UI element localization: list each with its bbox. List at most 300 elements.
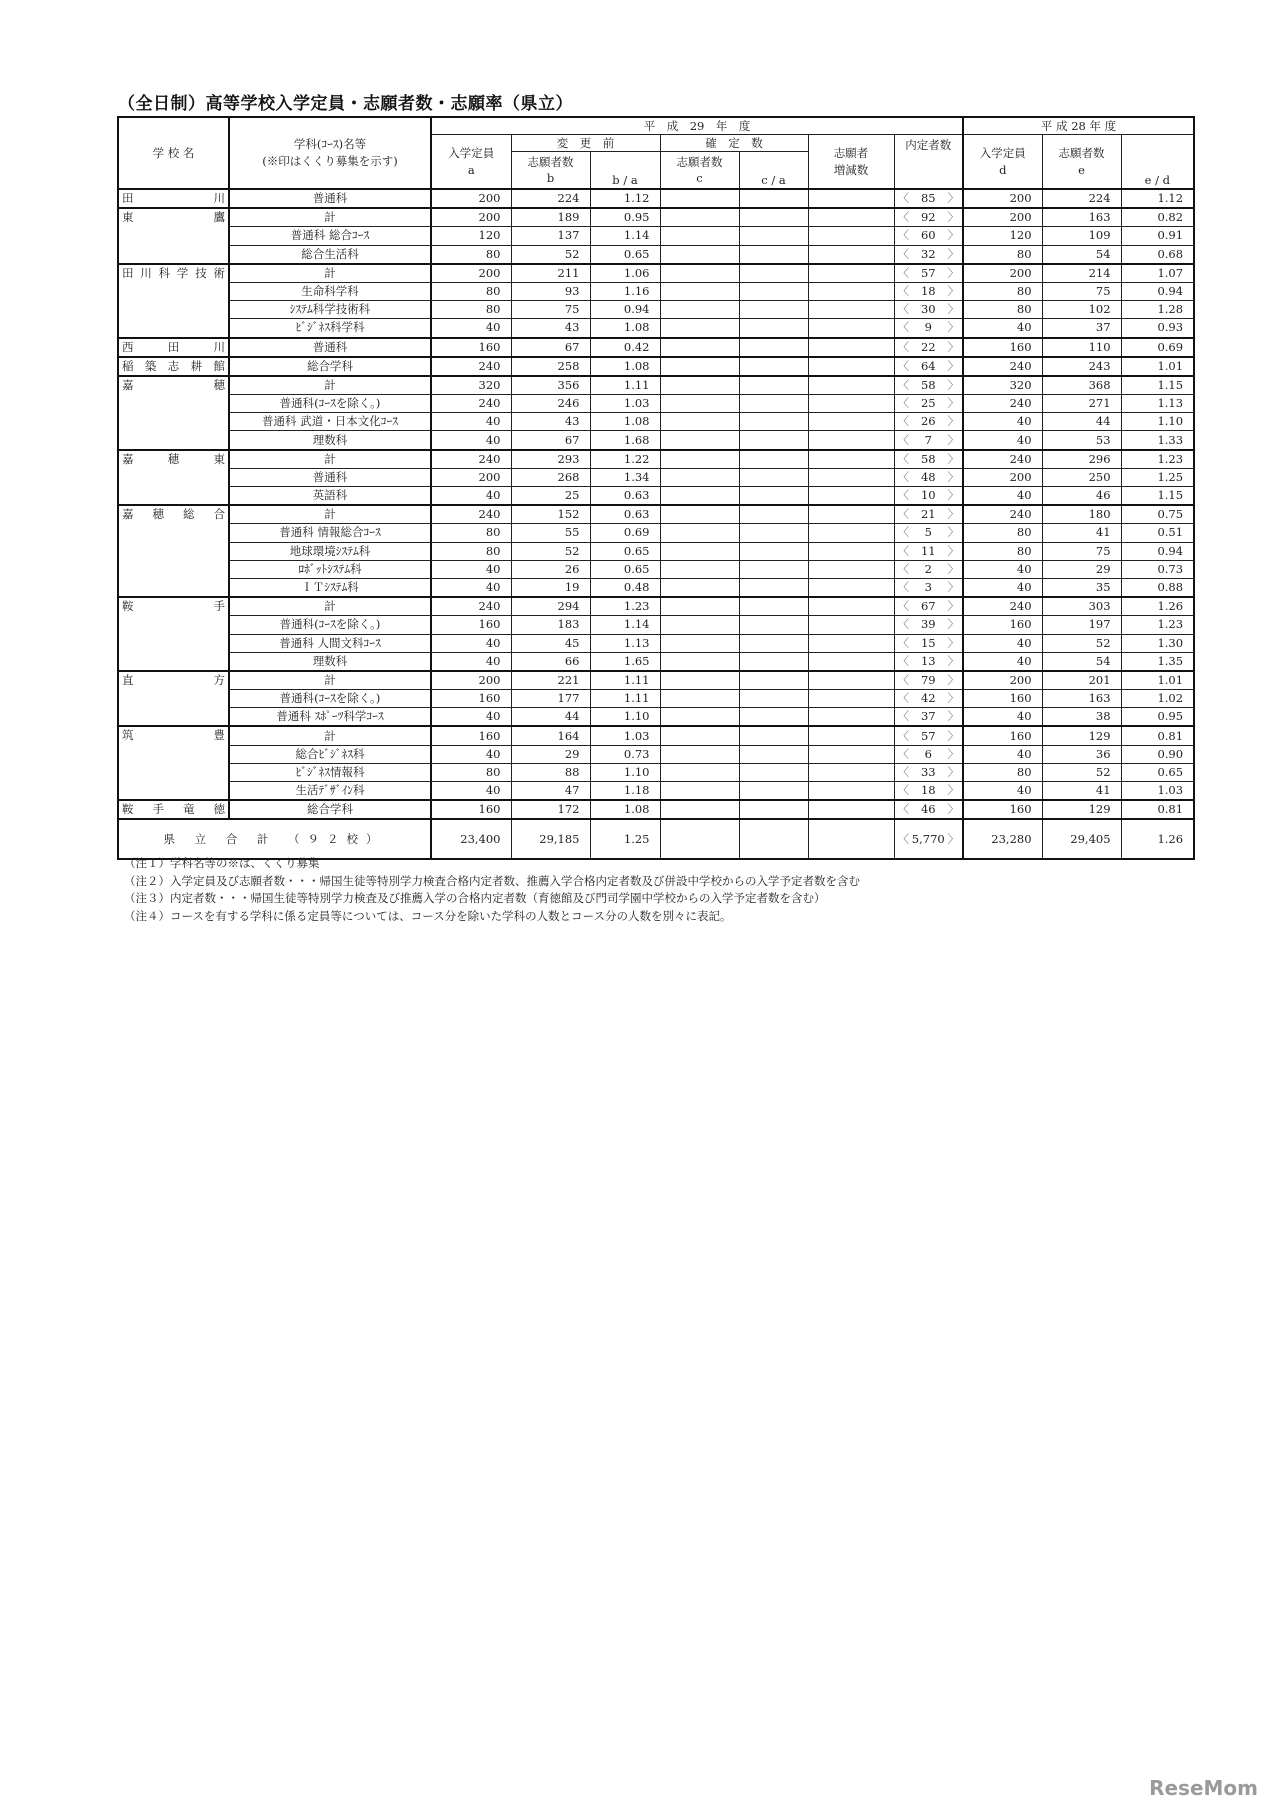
applicants-b: 268 [511,468,590,486]
ratio-ca [739,726,808,745]
table-row [118,560,1194,578]
capacity-d: 240 [963,597,1042,616]
naitei-cell [894,395,963,413]
applicants-change [808,690,894,708]
naitei-value: 2 [924,561,932,576]
ratio-ed: 0.51 [1121,524,1194,542]
ratio-ba: 1.23 [590,597,660,616]
bracket-right-icon: 〉 [947,635,960,650]
applicants-b: 43 [511,413,590,431]
ratio-ed: 1.13 [1121,395,1194,413]
dept-name: 普通科(ｺｰｽを除く。) [229,395,431,413]
applicants-change [808,357,894,376]
header-change-label: 志願者 [833,145,869,160]
ratio-ed: 0.88 [1121,578,1194,597]
ratio-ed: 1.25 [1121,468,1194,486]
enrollment-table [117,116,1195,860]
ratio-ca [739,413,808,431]
naitei-value: 6 [924,746,932,761]
applicants-change [808,468,894,486]
header-change [808,135,894,190]
ratio-ed: 0.93 [1121,319,1194,338]
ratio-ca [739,245,808,264]
applicants-b: 52 [511,245,590,264]
dept-name: 普通科 ｽﾎﾟｰﾂ科学ｺｰｽ [229,708,431,727]
bracket-right-icon: 〉 [947,414,960,429]
capacity-a: 80 [431,524,511,542]
header-d: d [999,162,1007,177]
naitei-value: 15 [920,635,936,650]
ratio-ba: 1.65 [590,652,660,671]
table-row [118,505,1194,524]
total-applicants-c [660,819,739,859]
applicants-c [660,800,739,819]
naitei-cell [894,708,963,727]
ratio-ba: 1.11 [590,376,660,395]
table-row [118,800,1194,819]
capacity-a: 240 [431,450,511,469]
total-row [118,819,1194,859]
bracket-right-icon: 〉 [947,783,960,798]
bracket-right-icon: 〉 [947,672,960,687]
applicants-c [660,690,739,708]
header-dept-note: (※印はくくり募集を示す) [262,154,398,168]
applicants-change [808,726,894,745]
ratio-ba: 1.11 [590,671,660,690]
header-applicants-label: 志願者数 [1058,145,1105,160]
bracket-left-icon: 〈 [897,746,909,761]
naitei-cell [894,189,963,208]
ratio-ed: 1.15 [1121,376,1194,395]
bracket-right-icon: 〉 [947,265,960,280]
school-name: 嘉穂総合 [118,505,229,597]
naitei-cell [894,671,963,690]
capacity-a: 40 [431,652,511,671]
ratio-ba: 1.13 [590,634,660,652]
ratio-ed: 0.81 [1121,726,1194,745]
header-school: 学 校 名 [118,117,229,189]
capacity-d: 200 [963,671,1042,690]
ratio-ed: 0.90 [1121,745,1194,763]
bracket-left-icon: 〈 [897,358,909,373]
applicants-c [660,450,739,469]
ratio-ba: 1.08 [590,800,660,819]
naitei-value: 58 [920,377,936,392]
school-name: 田 川 [118,189,229,208]
table-row [118,338,1194,357]
dept-name: 理数科 [229,652,431,671]
bracket-right-icon: 〉 [947,580,960,595]
header-capacity-d [963,135,1042,190]
naitei-cell [894,597,963,616]
applicants-change [808,782,894,801]
applicants-change [808,208,894,227]
table-row [118,227,1194,245]
applicants-e: 243 [1042,357,1121,376]
naitei-cell [894,616,963,634]
applicants-e: 38 [1042,708,1121,727]
bracket-right-icon: 〉 [947,228,960,243]
table-row [118,264,1194,283]
naitei-cell [894,227,963,245]
capacity-d: 240 [963,395,1042,413]
applicants-b: 356 [511,376,590,395]
page-title: （全日制）高等学校入学定員・志願者数・志願率（県立） [118,94,573,114]
dept-name: 計 [229,376,431,395]
ratio-ba: 1.08 [590,413,660,431]
capacity-d: 80 [963,542,1042,560]
bracket-left-icon: 〈 [897,469,909,484]
capacity-a: 40 [431,708,511,727]
applicants-b: 66 [511,652,590,671]
applicants-e: 75 [1042,542,1121,560]
applicants-change [808,652,894,671]
capacity-d: 40 [963,782,1042,801]
dept-name: 計 [229,264,431,283]
capacity-a: 40 [431,634,511,652]
applicants-c [660,338,739,357]
dept-name: 英語科 [229,487,431,506]
capacity-d: 40 [963,319,1042,338]
dept-name: 普通科 総合ｺｰｽ [229,227,431,245]
ratio-ba: 0.42 [590,338,660,357]
ratio-ba: 1.03 [590,726,660,745]
bracket-left-icon: 〈 [897,320,909,335]
ratio-ca [739,264,808,283]
ratio-ca [739,357,808,376]
ratio-ca [739,782,808,801]
ratio-ba: 1.08 [590,319,660,338]
bracket-right-icon: 〉 [947,488,960,503]
ratio-ed: 0.81 [1121,800,1194,819]
applicants-b: 67 [511,431,590,450]
capacity-d: 80 [963,282,1042,300]
ratio-ca [739,468,808,486]
applicants-e: 29 [1042,560,1121,578]
ratio-ca [739,745,808,763]
applicants-change [808,487,894,506]
capacity-d: 240 [963,505,1042,524]
applicants-c [660,227,739,245]
ratio-ba: 1.11 [590,690,660,708]
applicants-c [660,319,739,338]
bracket-left-icon: 〈 [897,543,909,558]
ratio-ed: 0.91 [1121,227,1194,245]
capacity-a: 160 [431,726,511,745]
bracket-right-icon: 〉 [947,469,960,484]
bracket-left-icon: 〈 [897,414,909,429]
applicants-change [808,395,894,413]
naitei-value: 37 [920,709,936,724]
applicants-c [660,395,739,413]
ratio-ed: 0.82 [1121,208,1194,227]
capacity-d: 40 [963,634,1042,652]
bracket-left-icon: 〈 [897,284,909,299]
applicants-c [660,301,739,319]
ratio-ba: 1.06 [590,264,660,283]
naitei-value: 57 [920,265,936,280]
ratio-ba: 1.10 [590,708,660,727]
ratio-ca [739,597,808,616]
ratio-ed: 1.10 [1121,413,1194,431]
naitei-cell [894,763,963,781]
applicants-c [660,708,739,727]
applicants-c [660,357,739,376]
applicants-c [660,376,739,395]
dept-name: ＩＴｼｽﾃﾑ科 [229,578,431,597]
ratio-ba: 1.12 [590,189,660,208]
applicants-e: 109 [1042,227,1121,245]
bracket-right-icon: 〉 [947,617,960,632]
naitei-value: 11 [920,543,936,558]
capacity-a: 80 [431,763,511,781]
capacity-d: 200 [963,468,1042,486]
dept-name: 生命科学科 [229,282,431,300]
capacity-a: 80 [431,301,511,319]
dept-name: 普通科 情報総合ｺｰｽ [229,524,431,542]
applicants-b: 172 [511,800,590,819]
school-name: 西田川 [118,338,229,357]
applicants-b: 224 [511,189,590,208]
applicants-c [660,468,739,486]
bracket-left-icon: 〈 [897,672,909,687]
ratio-ca [739,708,808,727]
applicants-c [660,745,739,763]
applicants-b: 293 [511,450,590,469]
naitei-value: 48 [920,469,936,484]
ratio-ca [739,800,808,819]
naitei-value: 5 [924,525,932,540]
naitei-cell [894,726,963,745]
capacity-a: 40 [431,487,511,506]
bracket-right-icon: 〉 [947,599,960,614]
applicants-e: 129 [1042,800,1121,819]
ratio-ba: 1.68 [590,431,660,450]
capacity-d: 120 [963,227,1042,245]
dept-name: 普通科(ｺｰｽを除く。) [229,616,431,634]
note-2: （注２）入学定員及び志願者数・・・帰国生徒等特別学力検査合格内定者数、推薦入学合格内定者数及び併設中学校からの入学予定者数を含む [124,873,860,888]
naitei-cell [894,245,963,264]
bracket-left-icon: 〈 [897,191,909,206]
naitei-value: 25 [920,396,936,411]
bracket-right-icon: 〉 [947,802,960,817]
notes [124,855,860,925]
naitei-cell [894,450,963,469]
ratio-ed: 0.65 [1121,763,1194,781]
bracket-right-icon: 〉 [947,191,960,206]
capacity-a: 160 [431,338,511,357]
ratio-ed: 0.68 [1121,245,1194,264]
applicants-e: 110 [1042,338,1121,357]
applicants-e: 296 [1042,450,1121,469]
ratio-ed: 1.30 [1121,634,1194,652]
capacity-a: 120 [431,227,511,245]
applicants-b: 26 [511,560,590,578]
applicants-change [808,505,894,524]
dept-name: ﾛﾎﾞｯﾄｼｽﾃﾑ科 [229,560,431,578]
applicants-b: 93 [511,282,590,300]
header-capacity-label: 入学定員 [448,145,495,160]
note-3: （注３）内定者数・・・帰国生徒等特別学力検査及び推薦入学の合格内定者数（育徳館及び門司学園中学校からの入学予定者数を含む） [124,891,826,905]
bracket-right-icon: 〉 [947,764,960,779]
capacity-a: 80 [431,542,511,560]
applicants-c [660,189,739,208]
school-name: 稲築志耕館 [118,357,229,376]
ratio-ba: 1.14 [590,616,660,634]
bracket-left-icon: 〈 [897,831,909,846]
naitei-cell [894,819,963,859]
bracket-left-icon: 〈 [897,265,909,280]
table-row [118,726,1194,745]
capacity-a: 40 [431,431,511,450]
bracket-right-icon: 〉 [947,339,960,354]
ratio-ed: 0.75 [1121,505,1194,524]
naitei-value: 7 [924,432,932,447]
ratio-ed: 1.01 [1121,357,1194,376]
naitei-cell [894,431,963,450]
bracket-right-icon: 〉 [947,396,960,411]
applicants-c [660,487,739,506]
ratio-ed: 1.35 [1121,652,1194,671]
bracket-right-icon: 〉 [947,507,960,522]
naitei-cell [894,376,963,395]
dept-name: 普通科 [229,468,431,486]
bracket-left-icon: 〈 [897,451,909,466]
applicants-b: 29 [511,745,590,763]
naitei-cell [894,652,963,671]
ratio-ed: 1.02 [1121,690,1194,708]
applicants-c [660,634,739,652]
table-row [118,282,1194,300]
bracket-right-icon: 〉 [947,525,960,540]
ratio-ca [739,450,808,469]
total-ratio-ed: 1.26 [1121,819,1194,859]
total-ratio-ca [739,819,808,859]
total-label: 県 立 合 計 （９２校） [118,819,431,859]
bracket-left-icon: 〈 [897,728,909,743]
applicants-c [660,616,739,634]
naitei-cell [894,319,963,338]
capacity-a: 160 [431,800,511,819]
bracket-left-icon: 〈 [897,653,909,668]
table-row [118,431,1194,450]
ratio-ed: 1.26 [1121,597,1194,616]
applicants-change [808,671,894,690]
applicants-b: 177 [511,690,590,708]
ratio-ba: 0.94 [590,301,660,319]
naitei-cell [894,505,963,524]
applicants-e: 52 [1042,763,1121,781]
dept-name: 普通科(ｺｰｽを除く。) [229,690,431,708]
applicants-c [660,208,739,227]
capacity-a: 200 [431,189,511,208]
applicants-b: 44 [511,708,590,727]
ratio-ca [739,578,808,597]
bracket-left-icon: 〈 [897,783,909,798]
applicants-b: 221 [511,671,590,690]
applicants-c [660,282,739,300]
table-row [118,357,1194,376]
school-name: 筑 豊 [118,726,229,800]
ratio-ca [739,763,808,781]
naitei-cell [894,264,963,283]
ratio-ca [739,189,808,208]
applicants-change [808,450,894,469]
ratio-ba: 0.95 [590,208,660,227]
applicants-e: 37 [1042,319,1121,338]
applicants-c [660,431,739,450]
ratio-ca [739,616,808,634]
capacity-a: 40 [431,782,511,801]
applicants-change [808,560,894,578]
ratio-ba: 0.65 [590,542,660,560]
table-row [118,245,1194,264]
table-row [118,413,1194,431]
capacity-a: 240 [431,395,511,413]
dept-name: 普通科 人間文科ｺｰｽ [229,634,431,652]
note-1: （注１）学科名等の※は、くくり募集 [124,856,320,870]
applicants-b: 52 [511,542,590,560]
capacity-a: 240 [431,597,511,616]
bracket-right-icon: 〉 [947,746,960,761]
bracket-left-icon: 〈 [897,432,909,447]
header-applicants-c [660,152,739,190]
applicants-e: 75 [1042,282,1121,300]
table-body [118,189,1194,859]
capacity-d: 80 [963,524,1042,542]
bracket-right-icon: 〉 [947,358,960,373]
table-row [118,782,1194,801]
school-name: 鞍 手 [118,597,229,671]
capacity-a: 200 [431,468,511,486]
naitei-cell [894,301,963,319]
bracket-left-icon: 〈 [897,599,909,614]
dept-name: 理数科 [229,431,431,450]
table-row [118,208,1194,227]
dept-name: 計 [229,597,431,616]
naitei-value: 10 [920,488,936,503]
capacity-a: 40 [431,560,511,578]
table-row [118,671,1194,690]
school-name: 嘉 穂 [118,376,229,450]
applicants-c [660,652,739,671]
naitei-value: 26 [920,414,936,429]
naitei-cell [894,524,963,542]
applicants-c [660,763,739,781]
naitei-value: 92 [920,210,936,225]
naitei-value: 60 [920,228,936,243]
applicants-change [808,800,894,819]
capacity-a: 200 [431,208,511,227]
table-row [118,450,1194,469]
ratio-ed: 0.73 [1121,560,1194,578]
dept-name: ｼｽﾃﾑ科学技術科 [229,301,431,319]
applicants-change [808,542,894,560]
naitei-cell [894,357,963,376]
dept-name: 普通科 [229,338,431,357]
header-b: b [546,171,555,185]
applicants-change [808,245,894,264]
ratio-ca [739,208,808,227]
capacity-a: 200 [431,671,511,690]
naitei-cell [894,282,963,300]
naitei-cell [894,745,963,763]
ratio-ca [739,338,808,357]
ratio-ca [739,431,808,450]
table-row [118,578,1194,597]
ratio-ba: 1.18 [590,782,660,801]
capacity-a: 80 [431,245,511,264]
